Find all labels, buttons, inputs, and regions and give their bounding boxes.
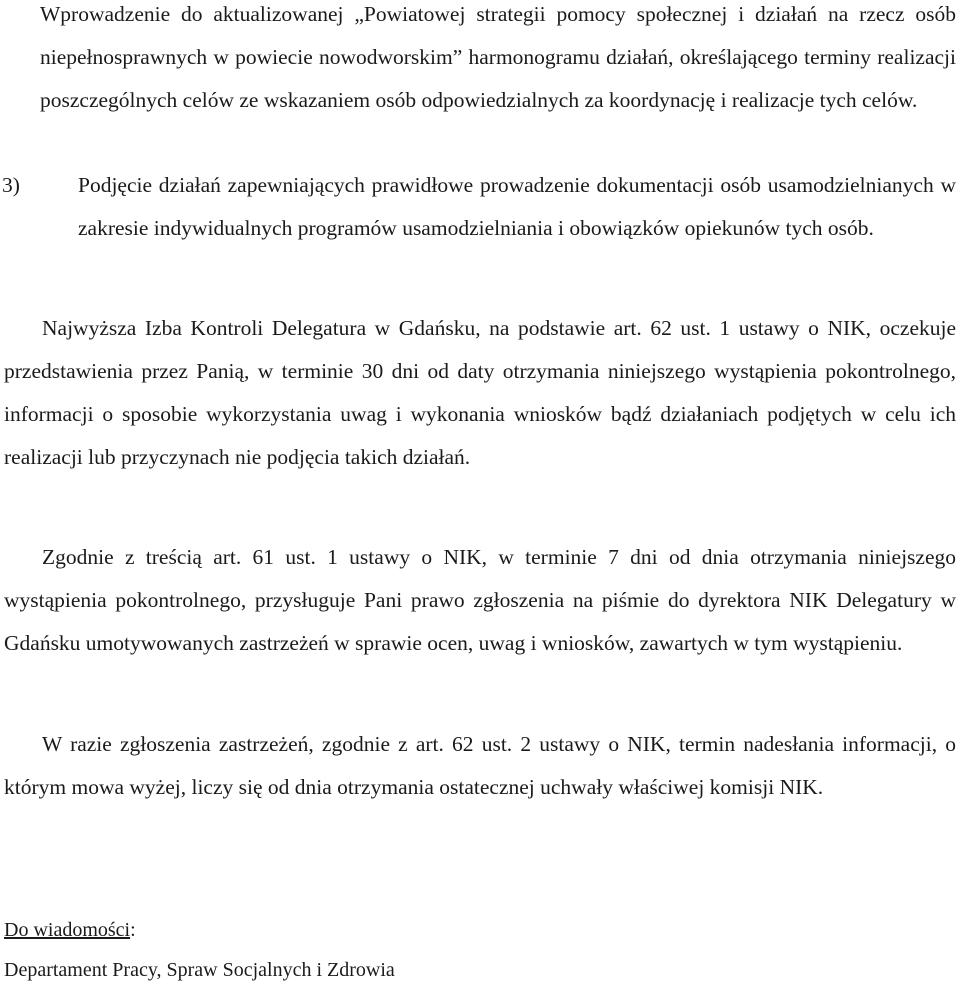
distribution-heading-colon: :	[130, 919, 136, 941]
list-item-number	[2, 0, 40, 36]
list-item-text: Wprowadzenie do aktualizowanej „Powiatowej strategii pomocy społecznej i działań na rzecz osób niepełnosprawnych w powiecie nowodworskim” harmonogramu działań, określającego terminy realizacji poszczególnych celów ze wskazaniem osób odpowiedzialnych za koordynację i realizacje tych celów.	[40, 2, 956, 112]
paragraph-response-request: Najwyższa Izba Kontroli Delegatura w Gdańsku, na podstawie art. 62 ust. 1 ustawy o NIK, oczekuje przedstawienia przez Panią, w terminie 30 dni od daty otrzymania niniejszego wystąpienia pokontrolnego, informacji o sposobie wykorzystania uwag i wykonania wniosków bądź działaniach podjętych w celu ich realizacji lub przyczynach nie podjęcia takich działań.	[4, 316, 956, 469]
distribution-heading-label: Do wiadomości	[4, 919, 131, 941]
paragraph-objection-deadline: W razie zgłoszenia zastrzeżeń, zgodnie z art. 62 ust. 2 ustawy o NIK, termin nadesłania informacji, o którym mowa wyżej, liczy się od dnia otrzymania ostatecznej uchwały właściwej komisji NIK.	[4, 732, 956, 799]
list-item-3	[2, 164, 956, 250]
paragraph-objection-right: Zgodnie z treścią art. 61 ust. 1 ustawy o NIK, w terminie 7 dni od dnia otrzymania niniejszego wystąpienia pokontrolnego, przysługuje Pani prawo zgłoszenia na piśmie do dyrektora NIK Delegatury w Gdańsku umotywowanych zastrzeżeń w sprawie ocen, uwag i wniosków, zawartych w tym wystąpieniu.	[4, 545, 956, 655]
list-item-text: Podjęcie działań zapewniających prawidłowe prowadzenie dokumentacji osób usamodzielnianych w zakresie indywidualnych programów usamodzielniania i obowiązków opiekunów tych osób.	[78, 173, 956, 240]
distribution-recipient: Departament Pracy, Spraw Socjalnych i Zdrowia	[4, 959, 395, 981]
list-item-number: 3)	[2, 173, 20, 197]
list-item-2	[2, 0, 956, 122]
distribution-heading	[4, 917, 136, 943]
